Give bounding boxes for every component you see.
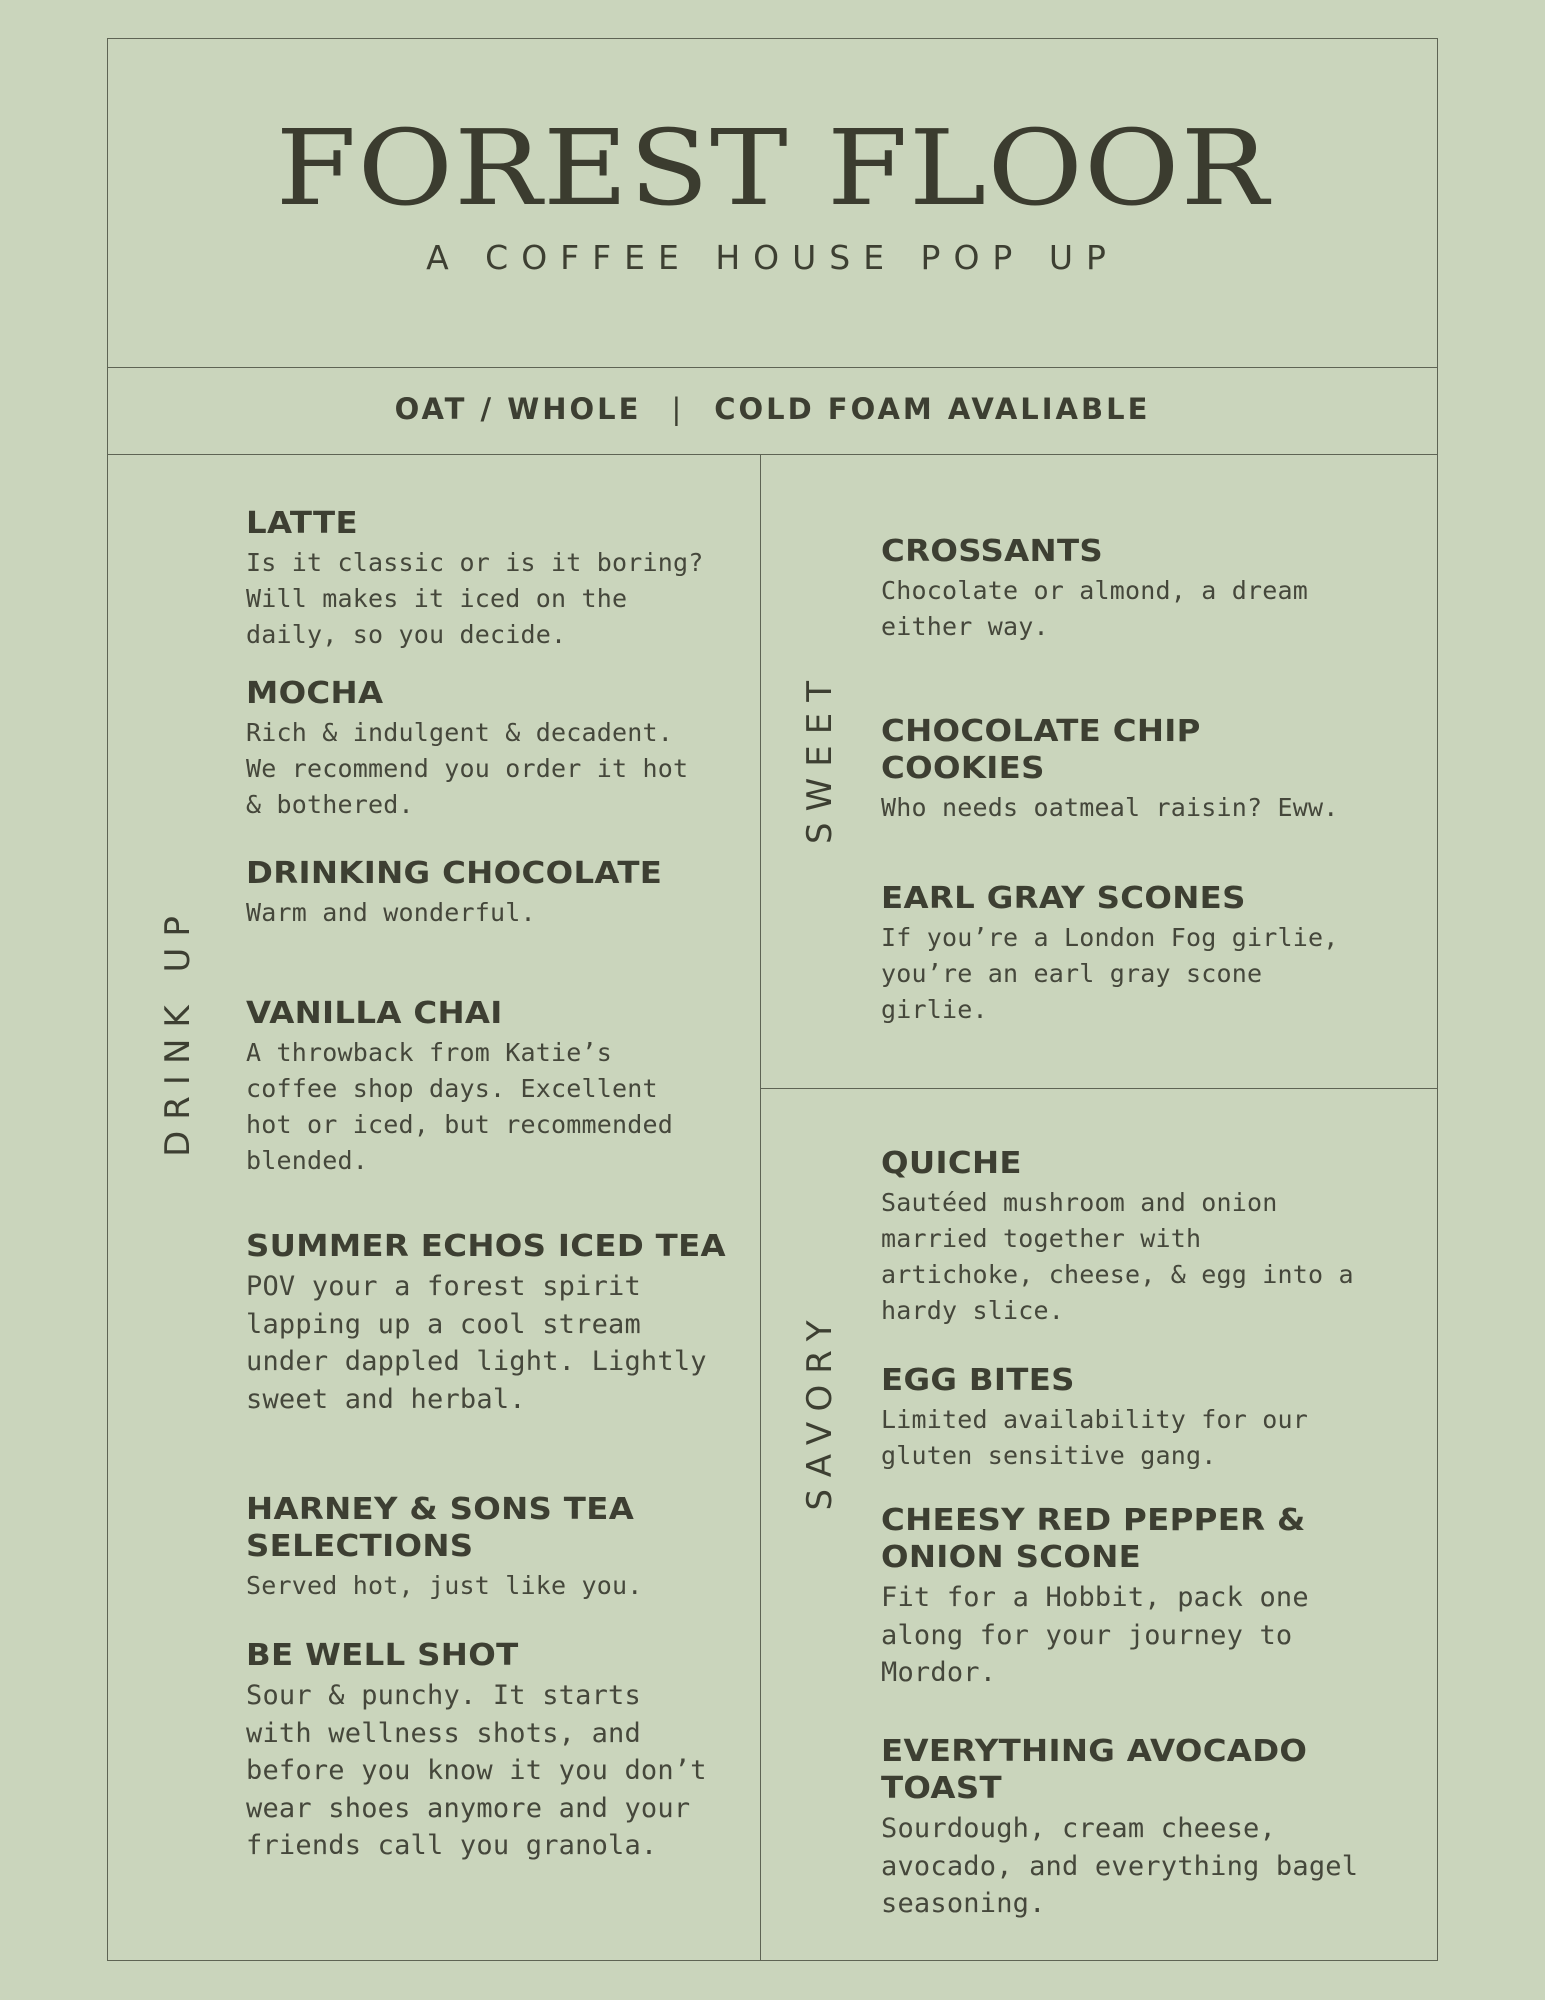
item-name: VANILLA CHAI xyxy=(246,996,503,1031)
menu-item xyxy=(881,533,1401,645)
options-separator: | xyxy=(671,392,685,426)
item-description: Warm and wonderful. xyxy=(246,898,536,927)
item-name: EGG BITES xyxy=(881,1363,1075,1398)
item-name: CHOCOLATE CHIP COOKIES xyxy=(881,714,1201,786)
item-description: Chocolate or almond, a dream either way. xyxy=(881,576,1309,641)
item-description: If you’re a London Fog girlie, you’re an earl gray scone girlie. xyxy=(881,923,1339,1024)
menu-item xyxy=(881,1362,1401,1474)
menu-item xyxy=(246,995,746,1179)
menu-item xyxy=(881,1502,1361,1692)
menu-subtitle: A COFFEE HOUSE POP UP xyxy=(426,238,1119,277)
menu-title: FOREST FLOOR xyxy=(275,107,1270,229)
menu-item xyxy=(246,1637,746,1865)
header-divider xyxy=(107,367,1438,368)
item-description: Sour & punchy. It starts with wellness shots, and before you know it you don’t wear shoes anymore and your friends call you granola. xyxy=(246,1680,707,1861)
item-description: POV your a forest spirit lapping up a cool stream under dappled light. Lightly sweet and herbal. xyxy=(246,1271,707,1415)
item-name: DRINKING CHOCOLATE xyxy=(246,856,663,891)
sweet-savory-divider xyxy=(760,1088,1438,1089)
cold-foam-note: COLD FOAM AVALIABLE xyxy=(714,392,1151,426)
item-description: A throwback from Katie’s coffee shop days. Excellent hot or iced, but recommended blended. xyxy=(246,1038,674,1175)
item-name: SUMMER ECHOS ICED TEA xyxy=(246,1229,726,1264)
item-description: Rich & indulgent & decadent. We recommend you order it hot & bothered. xyxy=(246,718,689,819)
menu-item xyxy=(881,1733,1361,1923)
item-name: EVERYTHING AVOCADO TOAST xyxy=(881,1734,1308,1806)
section-label-drinks: DRINK UP xyxy=(158,905,198,1157)
item-description: Sautéed mushroom and onion married together with artichoke, cheese, & egg into a hardy slice. xyxy=(881,1188,1354,1325)
menu-item xyxy=(246,1491,716,1604)
menu-item xyxy=(246,1228,726,1418)
item-description: Is it classic or is it boring? Will makes it iced on the daily, so you decide. xyxy=(246,548,704,649)
menu-item xyxy=(881,713,1339,826)
item-description: Sourdough, cream cheese, avocado, and everything bagel seasoning. xyxy=(881,1813,1359,1919)
section-label-savory: SAVORY xyxy=(800,1309,840,1511)
menu-item xyxy=(246,855,746,931)
section-label-sweet: SWEET xyxy=(800,670,840,844)
item-description: Limited availability for our gluten sensitive gang. xyxy=(881,1405,1309,1470)
item-description: Served hot, just like you. xyxy=(246,1571,643,1600)
item-name: QUICHE xyxy=(881,1146,1022,1181)
menu-item xyxy=(246,505,746,653)
item-name: LATTE xyxy=(246,506,358,541)
options-divider xyxy=(107,454,1438,455)
item-description: Who needs oatmeal raisin? Eww. xyxy=(881,793,1339,822)
menu-item xyxy=(881,880,1401,1028)
menu-item xyxy=(881,1145,1401,1329)
item-name: CROSSANTS xyxy=(881,534,1104,569)
item-description: Fit for a Hobbit, pack one along for your journey to Mordor. xyxy=(881,1582,1309,1688)
item-name: CHEESY RED PEPPER & ONION SCONE xyxy=(881,1503,1306,1575)
milk-options-bar xyxy=(107,392,1438,426)
item-name: HARNEY & SONS TEA SELECTIONS xyxy=(246,1492,635,1564)
item-name: EARL GRAY SCONES xyxy=(881,881,1246,916)
item-name: MOCHA xyxy=(246,676,384,711)
milk-options: OAT / WHOLE xyxy=(394,392,642,426)
menu-item xyxy=(246,675,746,823)
item-name: BE WELL SHOT xyxy=(246,1638,519,1673)
